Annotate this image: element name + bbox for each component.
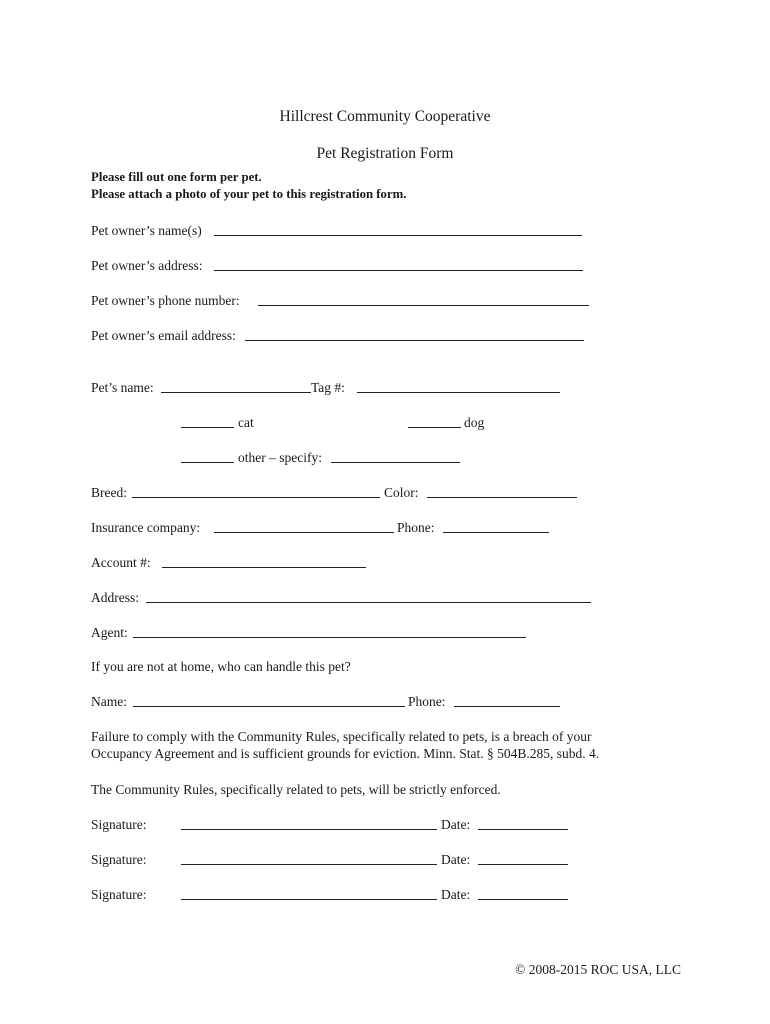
failure-notice-line1: Failure to comply with the Community Rules, specifically related to pets, is a breach of your <box>91 729 592 744</box>
cat-label: cat <box>238 415 254 430</box>
contact-phone-field[interactable] <box>454 706 560 707</box>
signature-field-3[interactable] <box>181 899 437 900</box>
breed-label: Breed: <box>91 485 127 500</box>
pet-name-field[interactable] <box>161 392 311 393</box>
agent-field[interactable] <box>133 637 526 638</box>
insurance-company-label: Insurance company: <box>91 520 201 535</box>
owner-email-field[interactable] <box>245 340 584 341</box>
signature-label-3: Signature: <box>91 887 147 902</box>
insurance-address-field[interactable] <box>146 602 591 603</box>
signature-label-2: Signature: <box>91 852 147 867</box>
insurance-company-field[interactable] <box>214 532 394 533</box>
copyright-footer: © 2008-2015 ROC USA, LLC <box>515 962 681 977</box>
date-field-1[interactable] <box>478 829 568 830</box>
date-label-1: Date: <box>441 817 471 832</box>
owner-phone-field[interactable] <box>258 305 589 306</box>
insurance-phone-label: Phone: <box>397 520 435 535</box>
insurance-phone-field[interactable] <box>443 532 549 533</box>
instruction-one-form: Please fill out one form per pet. <box>91 170 262 184</box>
pet-name-label: Pet’s name: <box>91 380 154 395</box>
contact-name-field[interactable] <box>133 706 405 707</box>
instruction-attach-photo: Please attach a photo of your pet to this registration form. <box>91 187 407 201</box>
signature-field-2[interactable] <box>181 864 437 865</box>
contact-question: If you are not at home, who can handle this pet? <box>91 659 351 674</box>
signature-field-1[interactable] <box>181 829 437 830</box>
owner-name-label: Pet owner’s name(s) <box>91 223 202 238</box>
other-checkbox-field[interactable] <box>181 462 234 463</box>
date-label-3: Date: <box>441 887 471 902</box>
signature-label-1: Signature: <box>91 817 147 832</box>
org-title: Hillcrest Community Cooperative <box>279 108 491 125</box>
date-field-2[interactable] <box>478 864 568 865</box>
insurance-address-label: Address: <box>91 590 139 605</box>
account-number-field[interactable] <box>162 567 366 568</box>
contact-phone-label: Phone: <box>408 694 446 709</box>
color-label: Color: <box>384 485 419 500</box>
failure-notice-line2: Occupancy Agreement and is sufficient grounds for eviction. Minn. Stat. § 504B.285, subd. 4. <box>91 746 600 761</box>
other-specify-field[interactable] <box>331 462 460 463</box>
breed-field[interactable] <box>132 497 380 498</box>
other-label: other – specify: <box>238 450 322 465</box>
dog-label: dog <box>464 415 485 430</box>
cat-checkbox-field[interactable] <box>181 427 234 428</box>
owner-address-field[interactable] <box>214 270 583 271</box>
form-title: Pet Registration Form <box>316 145 454 162</box>
agent-label: Agent: <box>91 625 128 640</box>
tag-field[interactable] <box>357 392 560 393</box>
account-number-label: Account #: <box>91 555 151 570</box>
date-label-2: Date: <box>441 852 471 867</box>
owner-address-label: Pet owner’s address: <box>91 258 203 273</box>
enforced-notice: The Community Rules, specifically related to pets, will be strictly enforced. <box>91 782 501 797</box>
dog-checkbox-field[interactable] <box>408 427 461 428</box>
tag-label: Tag #: <box>311 380 345 395</box>
color-field[interactable] <box>427 497 577 498</box>
owner-email-label: Pet owner’s email address: <box>91 328 236 343</box>
date-field-3[interactable] <box>478 899 568 900</box>
contact-name-label: Name: <box>91 694 127 709</box>
owner-phone-label: Pet owner’s phone number: <box>91 293 240 308</box>
owner-name-field[interactable] <box>214 235 582 236</box>
